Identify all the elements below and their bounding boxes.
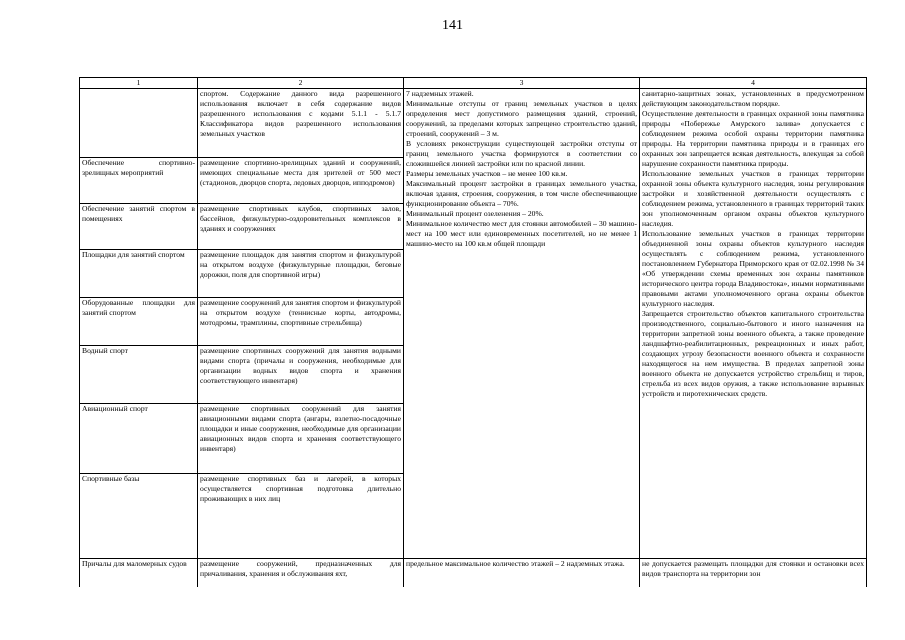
table-row [80,89,867,158]
use-type-cell: Спортивные базы [80,474,198,559]
column-header: 3 [404,78,640,89]
parameters-cell [404,89,640,559]
column-header: 4 [640,78,867,89]
use-type-cell: Водный спорт [80,346,198,404]
column-header: 2 [198,78,404,89]
parameter-paragraph: В условиях реконструкции существующей застройки отступы от границ земельного участка формируются в соответствии со сложившейся линией застройки или по красной линии. [406,139,637,169]
description-cell: размещение сооружений, предназначенных для причаливания, хранения и обслуживания яхт, [198,559,404,587]
parameter-paragraph: 7 надземных этажей. [406,89,474,98]
description-cell: размещение спортивных баз и лагерей, в которых осуществляется спортивная подготовка длительно проживающих в них лиц [198,474,404,559]
parameters-cell: предельное максимальное количество этажей – 2 надземных этажа. [404,559,640,587]
description-cell: размещение спортивных клубов, спортивных залов, бассейнов, физкультурно-оздоровительных комплексов в зданиях и сооружениях [198,204,404,250]
restriction-paragraph: Использование земельных участков в границах территории объединенной зоны охраны объектов культурного наследия осуществлять с соблюдением режима, установленного постановлением Губернатора Приморского края от 02.02.1998 № 34 «Об утверждении схемы временных зон охраны памятников исторического центра города Владивостока», иными нормативными правовыми актами уполномоченного органа охраны объектов культурного наследия. [642,229,864,309]
use-type-cell: Причалы для маломерных судов [80,559,198,587]
table-header-row [80,78,867,89]
use-type-cell: Площадки для занятий спортом [80,250,198,298]
use-type-cell: Авиационный спорт [80,404,198,474]
restrictions-cell [640,89,867,559]
regulations-table [79,77,867,587]
use-type-cell [80,89,198,158]
restriction-paragraph: Использование земельных участков в границах территории охранной зоны объекта культурного наследия, зоны регулирования застройки и хозяйственной деятельности осуществлять с соблюдением режима, установленного в границах территорий таких зон уполномоченным органом охраны объектов культурного наследия. [642,169,864,229]
parameter-paragraph: Максимальный процент застройки в границах земельного участка, включая здания, строения, сооружения, в том числе обеспечивающие функционирование объекта – 70%. [406,179,637,209]
use-type-cell: Обеспечение спортивно-зрелищных мероприятий [80,158,198,204]
parameter-paragraph: Размеры земельных участков – не менее 100 кв.м. [406,169,568,179]
description-cell: спортом. Содержание данного вида разрешенного использования включает в себя содержание видов разрешенного использования с кодами 5.1.1 - 5.1.7 Классификатора видов разрешенного использования земельных участков [198,89,404,158]
page-number: 141 [442,18,463,33]
parameter-paragraph: Минимальное количество мест для стоянки автомобилей – 30 машино-мест на 100 мест или единовременных посетителей, но не менее 1 машино-место на 100 кв.м общей площади [406,219,637,249]
restriction-paragraph: Осуществление деятельности в границах охранной зоны памятника природы «Побережье Амурского залива» допускается с соблюдением режима особой охраны территории памятника природы. На территории памятника природы и в границах его охранных зон запрещается всякая деятельность, влекущая за собой нарушение сохранности памятника природы. [642,109,864,169]
column-header: 1 [80,78,198,89]
description-cell: размещение спортивно-зрелищных зданий и сооружений, имеющих специальные места для зрителей от 500 мест (стадионов, дворцов спорта, ледовых дворцов, ипподромов) [198,158,404,204]
description-cell: размещение спортивных сооружений для занятия авиационными видами спорта (ангары, взлетно-посадочные площадки и иные сооружения, необходимые для организации авиационных видов спорта и хранения соответствующего инвентаря) [198,404,404,474]
use-type-cell: Оборудованные площадки для занятий спортом [80,298,198,346]
use-type-cell: Обеспечение занятий спортом в помещениях [80,204,198,250]
parameter-paragraph: Минимальные отступы от границ земельных участков в целях определения мест допустимого размещения зданий, строений, сооружений, за пределами которых запрещено строительство зданий, строений, сооружений – 3 м. [406,99,637,139]
description-cell: размещение сооружений для занятия спортом и физкультурой на открытом воздухе (теннисные корты, автодромы, мотодромы, трамплины, спортивные стрельбища) [198,298,404,346]
parameter-paragraph: Минимальный процент озеленения – 20%. [406,209,544,219]
table-row [80,559,867,587]
description-cell: размещение площадок для занятия спортом и физкультурой на открытом воздухе (физкультурные площадки, беговые дорожки, поля для спортивной игры) [198,250,404,298]
restriction-paragraph: санитарно-защитных зонах, установленных в предусмотренном действующим законодательством порядке. [642,89,864,109]
restrictions-cell: не допускается размещать площадки для стоянки и остановки всех видов транспорта на территории зон [640,559,867,587]
restriction-paragraph: Запрещается строительство объектов капитального строительства производственного, социально-бытового и иного назначения на территории запретной зоны военного объекта, а также проведение ландшафтно-реабилитационных, рекреационных и иных работ, создающих угрозу безопасности военного объекта и сохранности находящегося на нем имущества. В пределах запретной зоны военного объекта не допускается устройство стрельбищ и тиров, стрельба из всех видов оружия, а также использование взрывных устройств и пиротехнических средств. [642,309,864,399]
description-cell: размещение спортивных сооружений для занятия водными видами спорта (причалы и сооружения, необходимые для организации водных видов спорта и хранения соответствующего инвентаря) [198,346,404,404]
